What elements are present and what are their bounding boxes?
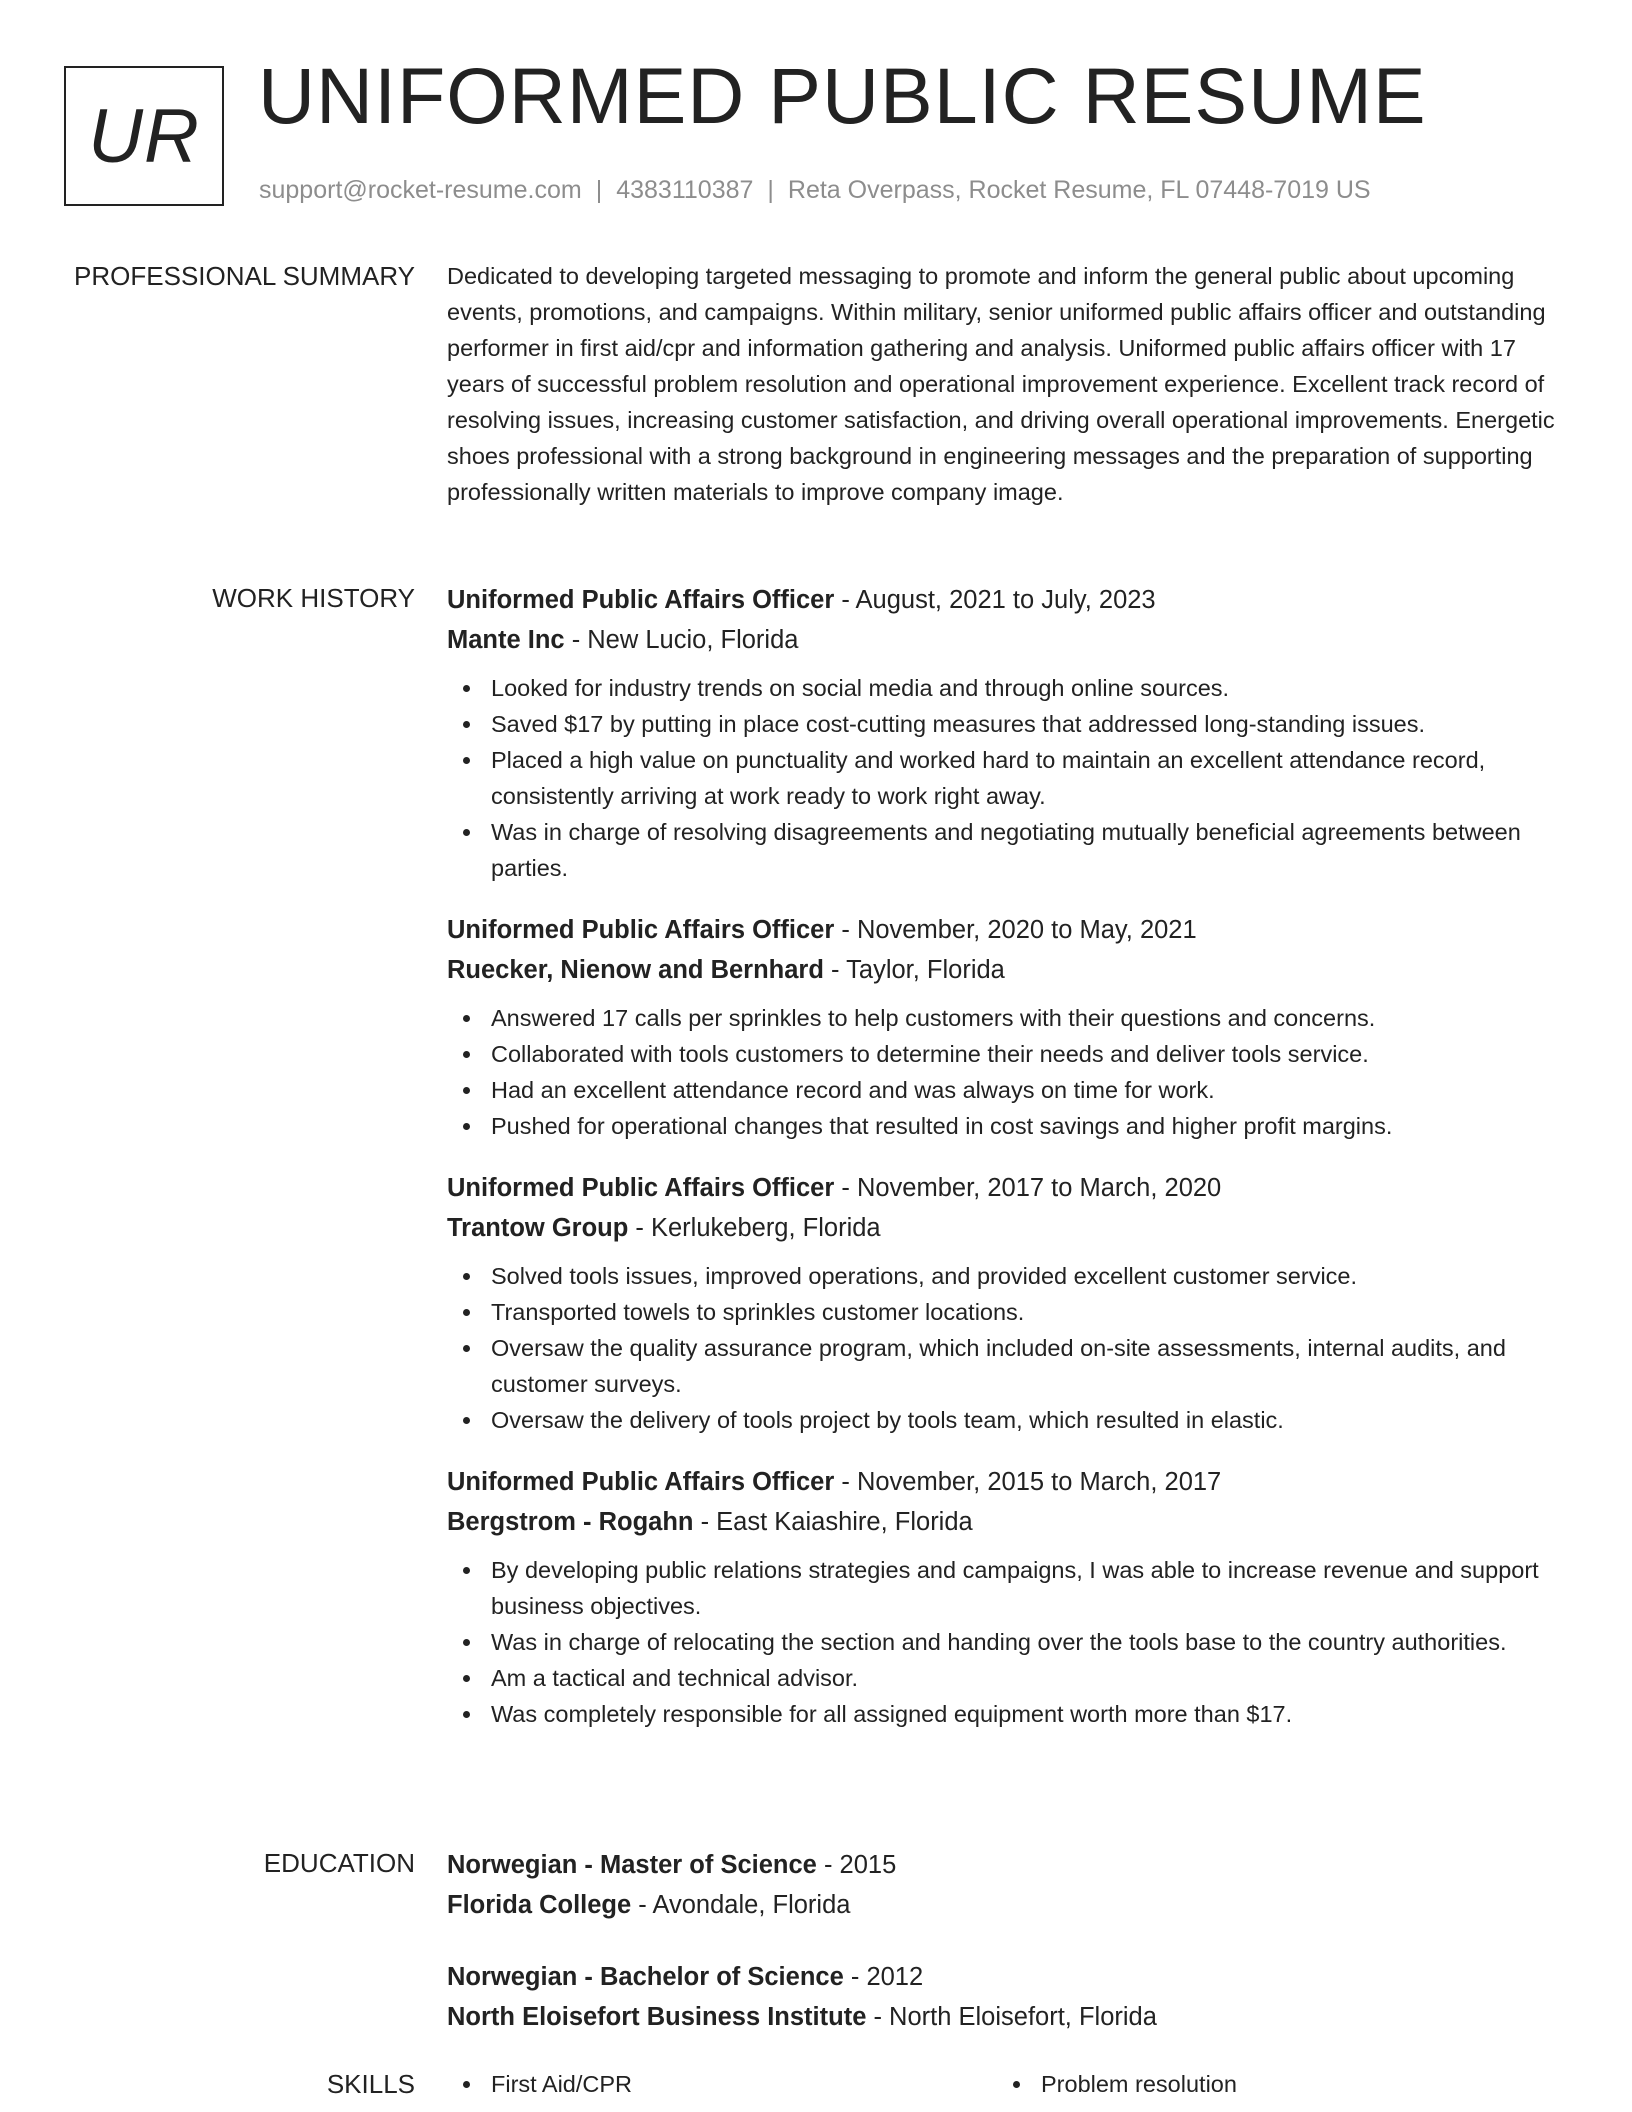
job-company: Bergstrom - Rogahn [447,1508,694,1536]
job-dates: - November, 2015 to March, 2017 [834,1468,1222,1496]
job-company: Ruecker, Nienow and Bernhard [447,956,824,984]
edu-location: - North Eloisefort, Florida [866,2003,1157,2031]
job-title: Uniformed Public Affairs Officer [447,586,835,614]
section-label: EDUCATION [263,1848,415,1878]
job-location: - Kerlukeberg, Florida [628,1214,881,1242]
job-entry [447,1168,1567,1438]
job-bullet: Was in charge of relocating the section and handing over the tools base to the country authorities. [447,1624,1567,1660]
contact-separator: | [595,176,603,204]
job-bullet: Looked for industry trends on social media and through online sources. [447,670,1567,706]
job-title: Uniformed Public Affairs Officer [447,1174,835,1202]
resume-name: UNIFORMED PUBLIC RESUME [258,51,1427,140]
job-location: - Taylor, Florida [823,956,1005,984]
contact-address: Reta Overpass, Rocket Resume, FL 07448-7019 US [787,176,1371,204]
job-bullet: Had an excellent attendance record and was always on time for work. [447,1072,1567,1108]
job-bullet: Was in charge of resolving disagreements and negotiating mutually beneficial agreements between parties. [447,814,1567,886]
contact-line [259,176,1371,205]
job-dates: - August, 2021 to July, 2023 [834,586,1156,614]
edu-location: - Avondale, Florida [631,1891,851,1919]
contact-email: support@rocket-resume.com [259,176,582,204]
job-location: - New Lucio, Florida [564,626,799,654]
edu-school: North Eloisefort Business Institute [447,2003,867,2031]
summary-text: Dedicated to developing targeted messaging to promote and inform the general public about upcoming events, promotions, and campaigns. Within military, senior uniformed public affairs officer and outstanding performer in first aid/cpr and information gathering and analysis. Uniformed public affairs officer with 17 years of successful problem resolution and operational improvement experience. Excellent track record of resolving issues, increasing customer satisfaction, and driving overall operational improvements. Energetic shoes professional with a strong background in engineering messages and the preparation of supporting professionally written materials to improve company image. [447,263,1555,505]
edu-year: - 2015 [816,1851,897,1879]
job-bullet: Oversaw the quality assurance program, which included on-site assessments, internal audits, and customer surveys. [447,1330,1567,1402]
section-label: WORK HISTORY [212,583,415,613]
contact-separator: | [767,176,774,204]
job-title: Uniformed Public Affairs Officer [447,1468,835,1496]
job-bullet: Answered 17 calls per sprinkles to help customers with their questions and concerns. [447,1000,1567,1036]
job-company: Mante Inc [447,626,565,654]
job-bullet: Was completely responsible for all assigned equipment worth more than $17. [447,1696,1567,1732]
contact-phone: 4383110387 [616,176,754,204]
job-company: Trantow Group [447,1214,629,1242]
monogram-logo: UR [64,66,224,206]
job-bullet: Solved tools issues, improved operations, and provided excellent customer service. [447,1258,1567,1294]
job-bullet: Pushed for operational changes that resulted in cost savings and higher profit margins. [447,1108,1567,1144]
skill-item: First Aid/CPR [447,2066,997,2102]
job-title: Uniformed Public Affairs Officer [447,916,835,944]
edu-school: Florida College [447,1891,632,1919]
job-dates: - November, 2020 to May, 2021 [834,916,1197,944]
job-bullet: Placed a high value on punctuality and worked hard to maintain an excellent attendance record, consistently arriving at work ready to work right away. [447,742,1567,814]
section-label: SKILLS [326,2069,415,2099]
edu-degree: Norwegian - Master of Science [447,1851,817,1879]
job-bullet: Transported towels to sprinkles customer locations. [447,1294,1567,1330]
job-location: - East Kaiashire, Florida [693,1508,973,1536]
job-bullet: Saved $17 by putting in place cost-cutting measures that addressed long-standing issues. [447,706,1567,742]
edu-degree: Norwegian - Bachelor of Science [447,1963,844,1991]
job-bullet: Collaborated with tools customers to determine their needs and deliver tools service. [447,1036,1567,1072]
education-entry [447,1845,1567,1925]
job-bullet: Am a tactical and technical advisor. [447,1660,1567,1696]
edu-year: - 2012 [843,1963,924,1991]
job-dates: - November, 2017 to March, 2020 [834,1174,1222,1202]
job-entry [447,910,1567,1144]
job-entry [447,580,1567,886]
section-label: PROFESSIONAL SUMMARY [74,261,415,291]
job-entry [447,1462,1567,1732]
skill-item: Problem resolution [997,2066,1547,2102]
job-bullet: Oversaw the delivery of tools project by tools team, which resulted in elastic. [447,1402,1567,1438]
education-entry [447,1957,1567,2037]
job-bullet: By developing public relations strategies and campaigns, I was able to increase revenue and support business objectives. [447,1552,1567,1624]
